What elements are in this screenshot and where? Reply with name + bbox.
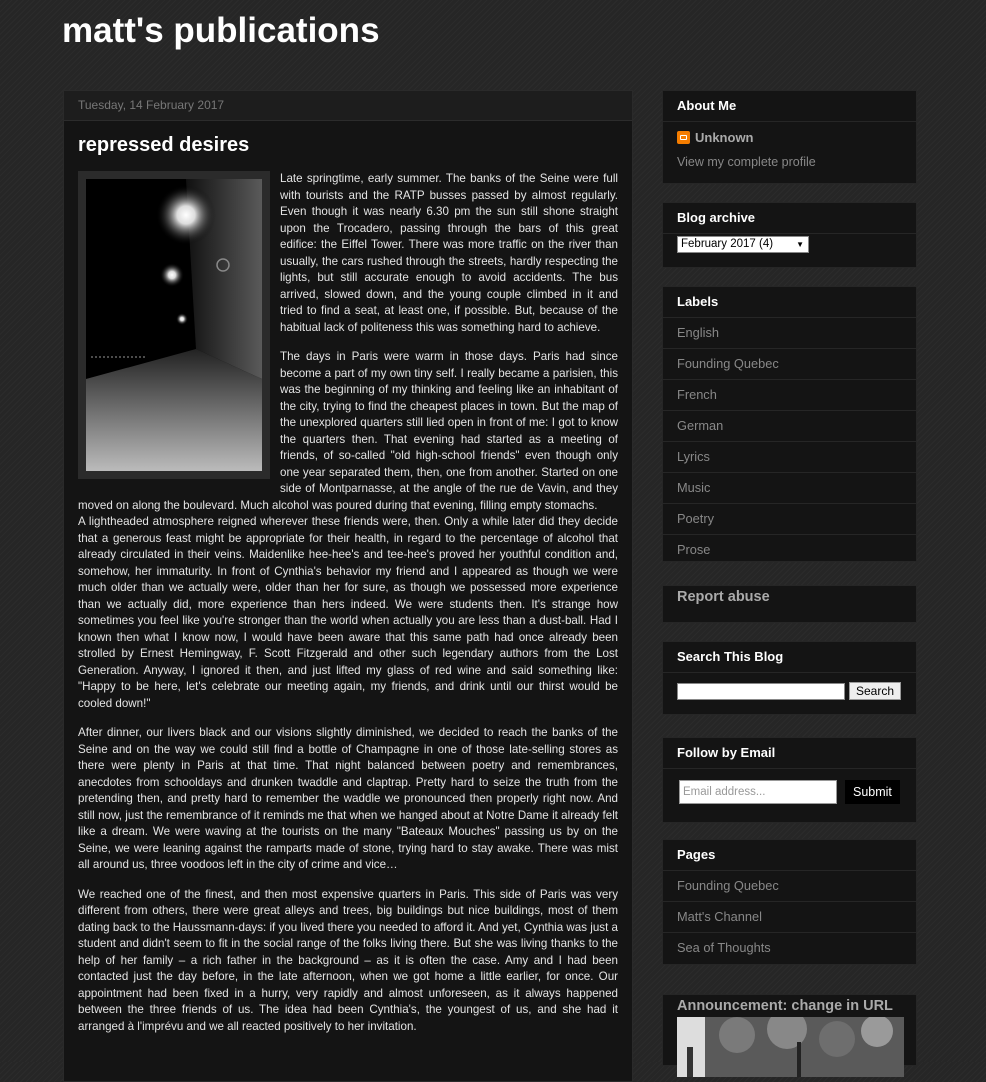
chevron-down-icon[interactable]: ▼ (796, 240, 804, 249)
post (64, 121, 632, 1035)
search-button[interactable]: Search (849, 682, 901, 700)
label-link[interactable]: Music (663, 472, 916, 503)
labels-widget (662, 286, 917, 562)
report-abuse-widget (662, 585, 917, 623)
label-link[interactable]: English (677, 325, 719, 340)
archive-select[interactable] (677, 236, 809, 253)
widget-title: Pages (663, 840, 916, 871)
widget-title: Blog archive (663, 203, 916, 234)
post-paragraph: We reached one of the finest, and then most expensive quarters in Paris. This side of Paris was very different from others, there were great alleys and trees, big buildings but nice buildings, most of them dating back to the Haussmann-days: if you lived there you needed to afford it. And yet, Cynthia was just a student and didn't seem to fit in the social range of the folks living there. But she was living thanks to the help of her family – a rich father in the background – as it is often the case. Amy and I had been contacted just the day before, in the late afternoon, when we got home a little earlier, for once. Our appointment had been fixed in a hurry, very rapidly and almost unforeseen, as it always happened between the three friends of us. The idea had been Cynthia's, the youngest of us, and she had it arranged à l'imprévu and we all reacted positively to her invitation. (78, 887, 618, 1033)
widget-title: About Me (663, 91, 916, 122)
submit-button[interactable]: Submit (845, 780, 900, 804)
label-link[interactable]: Lyrics (663, 441, 916, 472)
labels-list (663, 318, 916, 565)
archive-selected-value: February 2017 (4) (681, 238, 774, 250)
announcement-image[interactable] (677, 1017, 904, 1077)
search-widget (662, 641, 917, 715)
author-name-text[interactable]: Unknown (695, 130, 754, 145)
pages-list (663, 871, 916, 963)
label-link[interactable]: Prose (663, 534, 916, 565)
page-link[interactable]: Sea of Thoughts (663, 932, 916, 963)
blog-title[interactable]: matt's publications (62, 11, 380, 50)
report-abuse-link[interactable]: Report abuse (677, 589, 770, 605)
widget-title: Search This Blog (663, 642, 916, 673)
author-name[interactable] (677, 130, 902, 145)
blog-archive-widget (662, 202, 917, 268)
page-link[interactable]: Matt's Channel (663, 901, 916, 932)
email-input[interactable]: Email address... (679, 780, 837, 804)
post-title[interactable]: repressed desires (78, 134, 250, 156)
follow-by-email-widget (662, 737, 917, 823)
label-link[interactable]: Founding Quebec (663, 348, 916, 379)
search-form (677, 682, 902, 700)
label-link[interactable]: French (663, 379, 916, 410)
label-link[interactable]: Poetry (663, 503, 916, 534)
pages-widget (662, 839, 917, 965)
post-date: Tuesday, 14 February 2017 (64, 91, 632, 121)
post-paragraph: The days in Paris were warm in those days. Paris had since become a part of my own tiny self. I really became a parisien, this was the beginning of my thinking and feeling like an inhabitant of the city, trying to find the cheapest places in town. But the map of the unexplored quarters still lied open in front of me: I got to know the quarters then. That evening had started as a meeting of friends, of so-called "old high-school friends" even though only one year separated them, then, one from another. Started on one side of Montparnasse, at the angle of the rue de Vavin, and they moved on along the boulevard. Much alcohol was poured during that evening, filling empty stomachs. (78, 350, 618, 512)
post-image[interactable] (78, 171, 270, 479)
main-column (63, 90, 633, 1082)
page-link[interactable]: Founding Quebec (677, 878, 779, 893)
blogger-icon (677, 131, 690, 144)
post-paragraph: Late springtime, early summer. The banks of the Seine were full with tourists and the RATP busses passed by almost regularly. Even though it was nearly 6.30 pm the sun still shone straight upon the Trocadero, passing through the bars of this great edifice: the Eiffel Tower. There was more traffic on the river than usually, the cars rushed through the streets, hardly respecting the lights, but still accurate enough to avoid accidents. The bus arrived, slowed down, and the young couple climbed in it and tried to find a seat, at least one, if possible. But, because of the habitual lack of politeness this was something hard to achieve. (280, 172, 618, 334)
tree-photo (677, 1017, 904, 1077)
about-me-widget (662, 90, 917, 184)
post-body (78, 171, 618, 1035)
widget-title: Labels (663, 287, 916, 318)
post-paragraph: A lightheaded atmosphere reigned wherever these friends were, then. Only a while later did they decide that a generous feast might be appropriate for their health, in regard to the percentage of alcohol that already circulated in their veins. Maidenlike hee-hee's and tee-hee's proved her youthful condition and, somehow, her immaturity. In front of Cynthia's behavior my friend and I appeared as though we were much older than we actually were, older than her for sure, as though we possessed more experience than we actually did, more experience than hers indeed. We were students then. It's strange how sometimes you feel like you're stronger than the world when actually you are less than a dust-ball. Had I known then what I know now, I would have been aware that this same path had once already been strolled by Ernest Hemingway, F. Scott Fitzgerald and other such legendary authors from the Lost Generation. Anyway, I ignored it then, and just lifted my glass of red wine and said something like: "Happy to be here, let's celebrate our meeting again, my friends, and drink until our thirst would be cooled down!" (78, 515, 618, 710)
search-input[interactable] (677, 683, 845, 700)
street-night-photo (86, 179, 262, 471)
widget-title: Announcement: change in URL (677, 998, 893, 1014)
email-form (679, 780, 902, 804)
post-paragraph: After dinner, our livers black and our visions slightly diminished, we decided to reach the banks of the Seine and on the way we could still find a bottle of Champagne in one of those late-selling stores as there were plenty in Paris at that time. That night balanced between poetry and remembrances, anecdotes from schooldays and drunken twaddle and claptrap. Pretty hard to seize the truth from the pretending then, and pretty hard to remember the waddle we pronounced then properly right now. And still now, just the remembrance of it reminds me that when we hanged about at Notre Dame it already felt like a dream. We were waving at the tourists on the many "Bateaux Mouches" passing us by on the Seine, we were leaning against the ramparts made of stone, trying hard to stay awake. There was mist all around us, three voodoos left in the city of crime and vice… (78, 726, 618, 871)
view-profile-link[interactable]: View my complete profile (677, 155, 816, 169)
announcement-widget (662, 994, 917, 1066)
label-link[interactable]: German (663, 410, 916, 441)
widget-title: Follow by Email (663, 738, 916, 769)
